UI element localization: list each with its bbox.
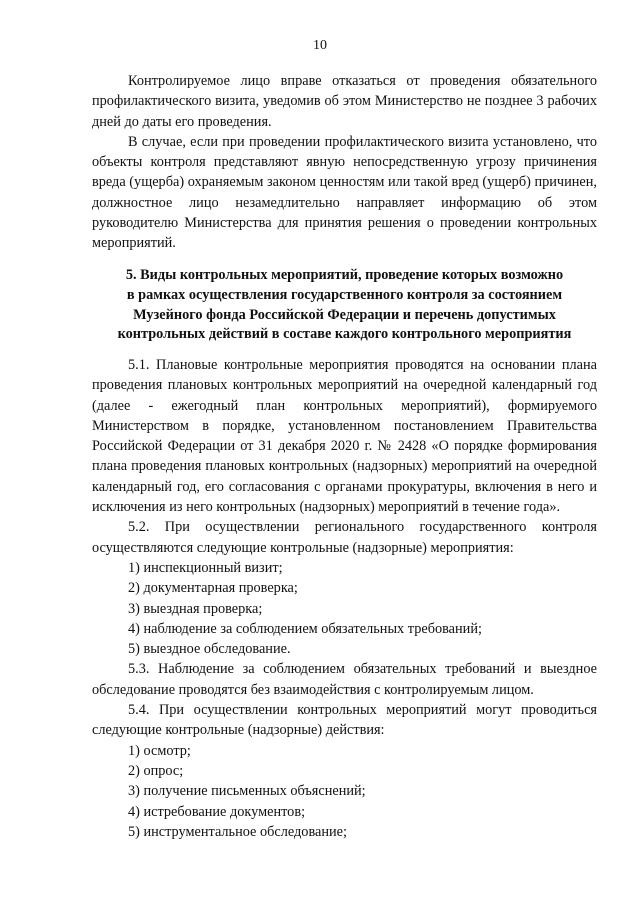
- section-heading-line: контрольных действий в составе каждого контрольного мероприятия: [117, 326, 572, 343]
- list-item-5-4: 5) инструментальное обследование;: [128, 823, 347, 840]
- list-item-5-2: 3) выездная проверка;: [128, 600, 263, 617]
- list-item-5-4: 3) получение письменных объяснений;: [128, 783, 366, 800]
- list-item-5-4: 2) опрос;: [128, 762, 184, 779]
- paragraph-5-2: 5.2. При осуществлении регионального государственного контроля осуществляются следующие контрольные (надзорные) мероприятия:: [92, 519, 597, 556]
- list-item-5-4: 1) осмотр;: [128, 742, 191, 759]
- paragraph-refusal-visit: Контролируемое лицо вправе отказаться от проведения обязательного профилактического визита, уведомив об этом Министерство не позднее 3 рабочих дней до даты его проведения.: [92, 73, 597, 130]
- paragraph-5-4: 5.4. При осуществлении контрольных мероприятий могут проводиться следующие контрольные (надзорные) действия:: [92, 702, 597, 739]
- section-heading-line: Музейного фонда Российской Федерации и перечень допустимых: [133, 306, 556, 323]
- paragraph-5-3: 5.3. Наблюдение за соблюдением обязательных требований и выездное обследование проводятся без взаимодействия с контролируемым лицом.: [92, 661, 597, 698]
- section-heading: [92, 266, 597, 345]
- list-item-5-2: 4) наблюдение за соблюдением обязательных требований;: [128, 620, 482, 637]
- page-number: 10: [313, 38, 327, 53]
- section-heading-line: 5. Виды контрольных мероприятий, проведение которых возможно: [125, 267, 564, 283]
- section-body: [92, 355, 597, 842]
- list-item-5-2: 1) инспекционный визит;: [128, 559, 283, 576]
- paragraph-5-1: 5.1. Плановые контрольные мероприятия проводятся на основании плана проведения плановых контрольных мероприятий на очередной календарный год (далее - ежегодный план контрольных мероприятий), формируемого Министерством в порядке, установленном постановлением Правительства Российской Федерации от 31 декабря 2020 г. № 2428 «О порядке формирования плана проведения плановых контрольных (надзорных) мероприятий на очередной календарный год, его согласования с органами прокуратуры, включения в него и исключения из него контрольных (надзорных) мероприятий в течение года».: [92, 357, 597, 516]
- paragraph-threat-case: В случае, если при проведении профилактического визита установлено, что объекты контроля представляют явную непосредственную угрозу причинения вреда (ущерба) охраняемым законом ценностям или такой вред (ущерб) причинен, должностное лицо незамедлительно направляет информацию об этом руководителю Министерства для принятия решения о проведении контрольных мероприятий.: [92, 133, 597, 252]
- intro-text-block: [92, 71, 597, 254]
- list-item-5-4: 4) истребование документов;: [128, 803, 306, 820]
- list-item-5-2: 5) выездное обследование.: [128, 641, 291, 658]
- list-item-5-2: 2) документарная проверка;: [128, 580, 298, 597]
- section-heading-line: в рамках осуществления государственного контроля за состоянием: [126, 286, 563, 303]
